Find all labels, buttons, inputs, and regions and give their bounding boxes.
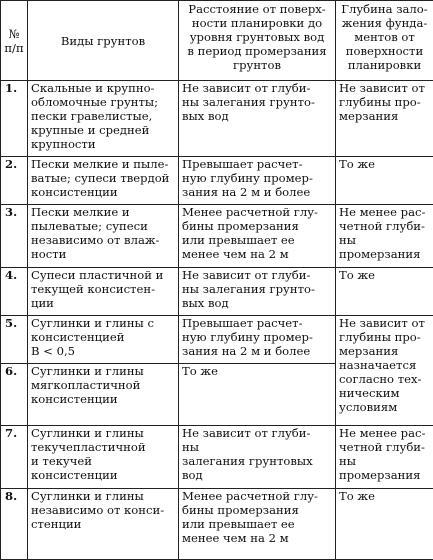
depth-cell: Не зависит от глубины про- мерзания [336, 81, 433, 157]
table-header-row [1, 1, 433, 81]
depth-cell: То же [336, 157, 433, 205]
row-number: 5. [1, 316, 28, 364]
distance-cell: Не зависит от глуби- ны залегания грунто- вых вод [179, 268, 336, 316]
distance-cell: То же [179, 364, 336, 426]
depth-cell-merged: Не зависит от глубины про- мерзания назначается согласно тех- ническим условиям [336, 316, 433, 426]
distance-cell: Не зависит от глуби- ны залегания грунто- вых вод [179, 81, 336, 157]
table-row [1, 489, 433, 560]
soil-cell: Супеси пластичной и текущей консистен- ции [28, 268, 179, 316]
header-distance: Расстояние от поверх- ности планировки до уровня грунтовых вод в период промерзания грунтов [179, 1, 336, 81]
soil-cell: Суглинки и глины мягкопластичной консистенции [28, 364, 179, 426]
header-soil-types: Виды грунтов [28, 1, 179, 81]
row-number: 7. [1, 426, 28, 489]
row-number: 4. [1, 268, 28, 316]
depth-cell: То же [336, 489, 433, 560]
row-number: 8. [1, 489, 28, 560]
table-row [1, 205, 433, 268]
distance-cell: Менее расчетной глу- бины промерзания или превышает ее менее чем на 2 м [179, 205, 336, 268]
row-number: 2. [1, 157, 28, 205]
depth-cell: Не менее рас- четной глуби- ны промерзания [336, 205, 433, 268]
depth-cell: То же [336, 268, 433, 316]
row-number: 3. [1, 205, 28, 268]
row-number: 1. [1, 81, 28, 157]
soil-cell: Пески мелкие и пыле- ватые; супеси твердой консистенции [28, 157, 179, 205]
header-no: № п/п [1, 1, 28, 81]
table-row [1, 157, 433, 205]
soil-cell: Суглинки и глины независимо от конси- стенции [28, 489, 179, 560]
depth-cell: Не менее рас- четной глуби- ны промерзания [336, 426, 433, 489]
distance-cell: Не зависит от глуби- ны залегания грунтовых вод [179, 426, 336, 489]
soil-cell: Скальные и крупно- обломочные грунты; пески гравелистые, крупные и средней крупности [28, 81, 179, 157]
header-depth: Глубина зало- жения фунда- ментов от поверхности планировки [336, 1, 433, 81]
distance-cell: Превышает расчет- ную глубину промер- зания на 2 м и более [179, 316, 336, 364]
table-row [1, 426, 433, 489]
table-row [1, 268, 433, 316]
soil-cell: Суглинки и глины с консистенцией B < 0,5 [28, 316, 179, 364]
table-row [1, 316, 433, 364]
soil-cell: Суглинки и глины текучепластичной и текучей консистенции [28, 426, 179, 489]
table-row [1, 81, 433, 157]
distance-cell: Менее расчетной глу- бины промерзания или превышает ее менее чем на 2 м [179, 489, 336, 560]
row-number: 6. [1, 364, 28, 426]
distance-cell: Превышает расчет- ную глубину промер- зания на 2 м и более [179, 157, 336, 205]
soil-cell: Пески мелкие и пылеватые; супеси независимо от влаж- ности [28, 205, 179, 268]
